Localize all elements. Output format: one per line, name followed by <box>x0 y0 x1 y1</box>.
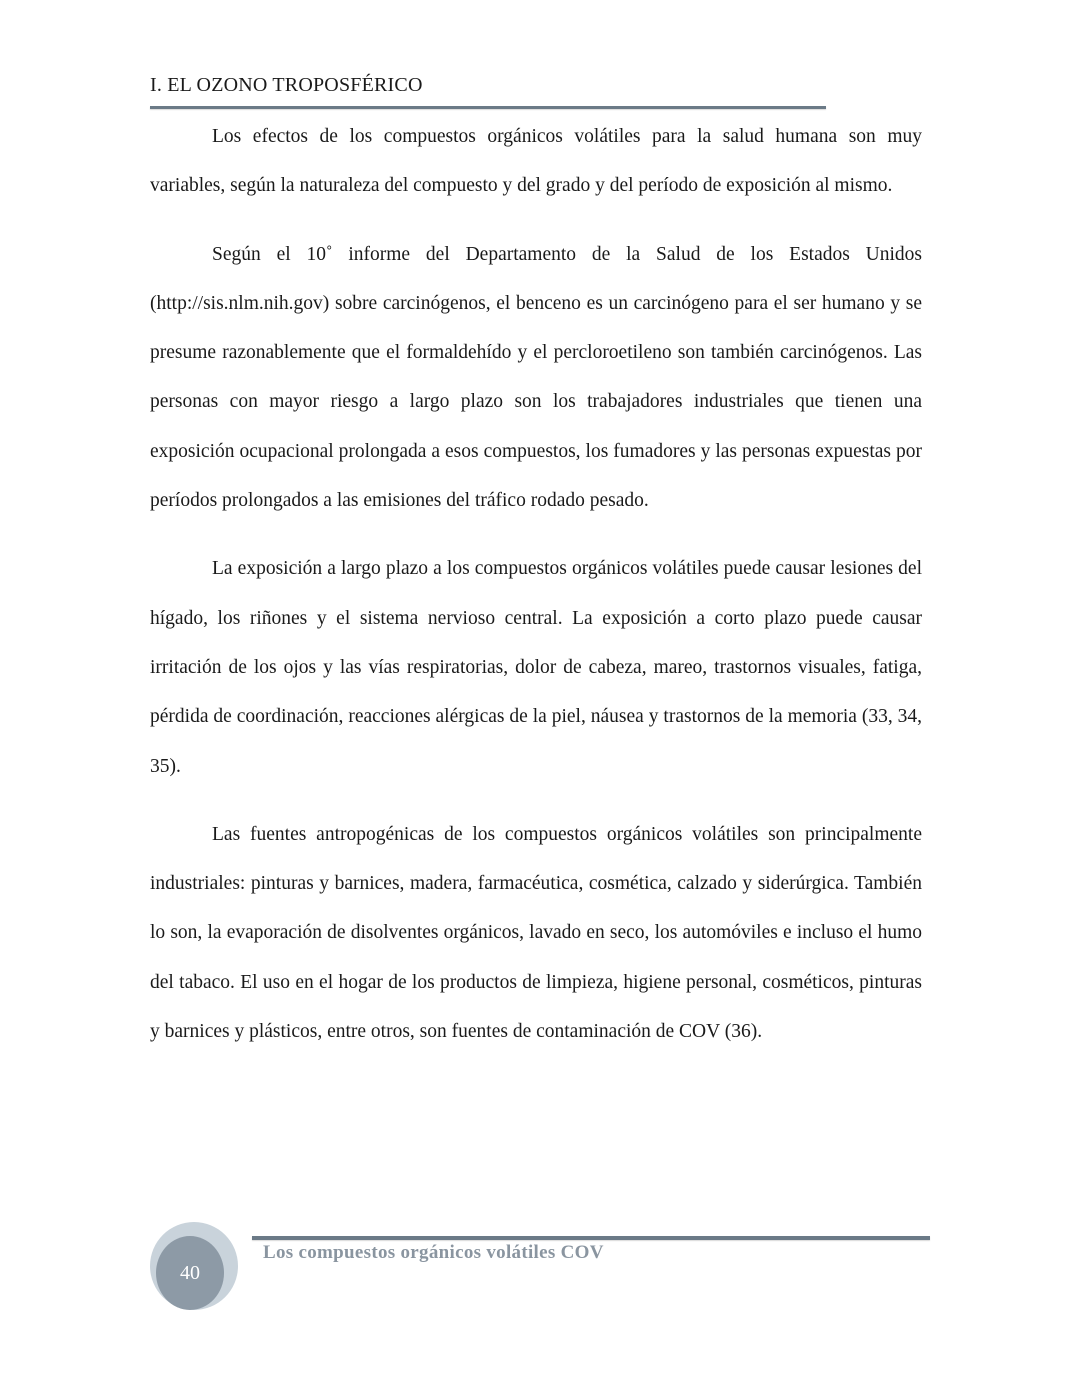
body-text <box>150 112 922 1075</box>
paragraph-2: Según el 10˚ informe del Departamento de la Salud de los Estados Unidos (http://sis.nlm.nih.gov) sobre carcinógenos, el benceno es un carcinógeno para el ser humano y se presume razonablemente que el formaldehído y el percloroetileno son también carcinógenos. Las personas con mayor riesgo a largo plazo son los trabajadores industriales que tienen una exposición ocupacional prolongada a esos compuestos, los fumadores y las personas expuestas por períodos prolongados a las emisiones del tráfico rodado pesado. <box>150 243 922 512</box>
header-divider <box>150 106 826 109</box>
paragraph-1: Los efectos de los compuestos orgánicos volátiles para la salud humana son muy variables, según la naturaleza del compuesto y del grado y del período de exposición al mismo. <box>150 126 922 197</box>
footer-divider <box>252 1236 930 1240</box>
page-number-badge <box>150 1222 238 1310</box>
footer-title: Los compuestos orgánicos volátiles COV <box>263 1242 604 1263</box>
paragraph-4: Las fuentes antropogénicas de los compuestos orgánicos volátiles son principalmente industriales: pinturas y barnices, madera, farmacéutica, cosmética, calzado y siderúrgica. También lo son, la evaporación de disolventes orgánicos, lavado en seco, los automóviles e incluso el humo del tabaco. El uso en el hogar de los productos de limpieza, higiene personal, cosméticos, pinturas y barnices y plásticos, entre otros, son fuentes de contaminación de COV (36). <box>150 823 922 1043</box>
chapter-header: I. EL OZONO TROPOSFÉRICO <box>150 74 423 96</box>
page-number: 40 <box>180 1261 200 1284</box>
paragraph-3: La exposición a largo plazo a los compuestos orgánicos volátiles puede causar lesiones del hígado, los riñones y el sistema nervioso central. La exposición a corto plazo puede causar irritación de los ojos y las vías respiratorias, dolor de cabeza, mareo, trastornos visuales, fatiga, pérdida de coordinación, reacciones alérgicas de la piel, náusea y trastornos de la memoria (33, 34, 35). <box>150 558 922 777</box>
